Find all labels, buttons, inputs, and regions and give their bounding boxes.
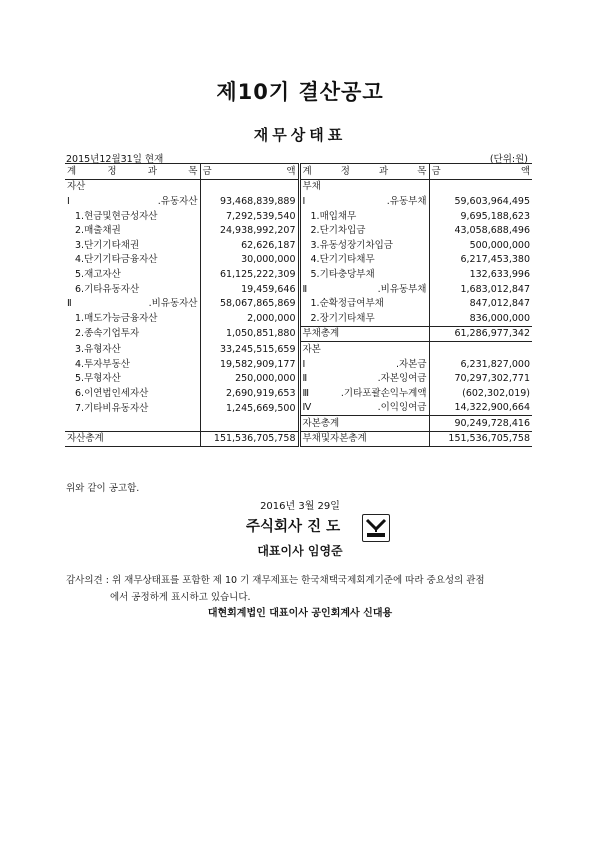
- left-account-cell: Ⅰ.유동자산: [67, 195, 198, 207]
- right-amount-cell: 6,231,827,000: [429, 357, 532, 372]
- right-account-cell: Ⅱ.자본잉여금: [299, 371, 429, 386]
- left-amount-cell: 7,292,539,540: [200, 209, 299, 224]
- table-row: [65, 386, 532, 401]
- left-account-cell: Ⅱ.비유동자산: [67, 298, 198, 310]
- right-account-cell: Ⅰ.유동부채: [299, 194, 429, 209]
- auditor-signature: 대현회계법인 대표이사 공인회계사 신대용: [207, 608, 393, 619]
- right-account-cell: 5.기타충당부채: [299, 267, 429, 282]
- right-account-cell: 4.단기기타채무: [299, 253, 429, 268]
- left-amount-cell: 19,582,909,177: [200, 357, 299, 372]
- table-row: [65, 267, 532, 282]
- left-account-cell: 6.이연법인세자산: [75, 387, 149, 399]
- table-row: [65, 253, 532, 268]
- table-row: [65, 431, 532, 447]
- table-row: [65, 209, 532, 224]
- ceo-name: 대표이사 임영준: [257, 544, 343, 558]
- right-amount-cell: 59,603,964,495: [429, 194, 532, 209]
- right-account-cell: 자본: [299, 342, 429, 357]
- right-amount-cell: 70,297,302,771: [429, 371, 532, 386]
- right-account-cell: 3.유동성장기차입금: [299, 238, 429, 253]
- header-right-amount-a: 금: [431, 165, 441, 177]
- right-amount-cell: 1,683,012,847: [429, 282, 532, 297]
- header-right-amount-b: 액: [520, 165, 530, 177]
- header-left-amount: [200, 164, 299, 180]
- left-amount-cell: 33,245,515,659: [200, 342, 299, 357]
- right-amount-cell: 132,633,996: [429, 267, 532, 282]
- right-account-cell: 부채총계: [299, 326, 429, 342]
- right-amount-cell: 151,536,705,758: [429, 431, 532, 447]
- right-account-cell: Ⅲ.기타포괄손익누계액: [299, 386, 429, 401]
- left-amount-cell: 250,000,000: [200, 371, 299, 386]
- left-amount-cell: 151,536,705,758: [200, 431, 299, 447]
- header-right-account: 계 정 과 목: [299, 164, 429, 180]
- left-amount-cell: 62,626,187: [200, 238, 299, 253]
- right-amount-cell: 9,695,188,623: [429, 209, 532, 224]
- right-amount-cell: 500,000,000: [429, 238, 532, 253]
- left-account-cell: 5.재고자산: [75, 268, 121, 280]
- left-account-cell: 6.기타유동자산: [75, 283, 140, 295]
- left-account-cell: 4.투자부동산: [75, 358, 130, 370]
- left-account-cell: 2.종속기업투자: [75, 328, 140, 340]
- left-account-cell: 7.기타비유동자산: [75, 402, 149, 414]
- left-amount-cell: 2,000,000: [200, 311, 299, 326]
- right-amount-cell: 836,000,000: [429, 311, 532, 326]
- table-row: [65, 357, 532, 372]
- right-amount-cell: [429, 342, 532, 357]
- left-amount-cell: 2,690,919,653: [200, 386, 299, 401]
- balance-sheet-table: [65, 163, 532, 447]
- table-row: [65, 326, 532, 342]
- as-of-date: 2015년12월31일 현재: [66, 154, 164, 165]
- left-amount-cell: 30,000,000: [200, 253, 299, 268]
- right-amount-cell: [429, 179, 532, 194]
- left-amount-cell: 24,938,992,207: [200, 223, 299, 238]
- page-title: 제10기 결산공고: [216, 80, 384, 104]
- right-account-cell: Ⅳ.이익잉여금: [299, 401, 429, 416]
- right-amount-cell: (602,302,019): [429, 386, 532, 401]
- right-account-cell: Ⅰ.자본금: [299, 357, 429, 372]
- right-account-cell: 2.장기기타채무: [299, 311, 429, 326]
- left-account-cell: 3.단기기타채권: [75, 239, 140, 251]
- document-subtitle: 재무상태표: [253, 126, 347, 144]
- table-header-row: [65, 164, 532, 180]
- header-left-amount-b: 액: [286, 165, 296, 177]
- left-account-cell: 1.매도가능금융자산: [75, 312, 158, 324]
- announcement-note: 위와 같이 공고함.: [66, 483, 140, 494]
- audit-opinion-line-2: 에서 공정하게 표시하고 있습니다.: [110, 592, 251, 603]
- left-account-cell: 자산총계: [65, 431, 200, 447]
- table-row: [65, 296, 532, 311]
- right-amount-cell: 847,012,847: [429, 296, 532, 311]
- table-row: [65, 238, 532, 253]
- header-left-account: 계 정 과 목: [65, 164, 200, 180]
- right-account-cell: 2.단기차입금: [299, 223, 429, 238]
- right-account-cell: 1.매입채무: [299, 209, 429, 224]
- table-row: [65, 401, 532, 416]
- company-name: 주식회사 진 도: [246, 519, 341, 535]
- company-logo-icon: [362, 514, 390, 542]
- table-row: [65, 371, 532, 386]
- left-amount-cell: 93,468,839,889: [200, 194, 299, 209]
- right-amount-cell: 43,058,688,496: [429, 223, 532, 238]
- left-account-cell: 2.매출채권: [75, 225, 121, 237]
- left-amount-cell: [200, 179, 299, 194]
- left-account-cell: 자산: [67, 181, 86, 193]
- left-amount-cell: 19,459,646: [200, 282, 299, 297]
- left-account-cell: 4.단기기타금융자산: [75, 254, 158, 266]
- table-row: [65, 416, 532, 432]
- right-amount-cell: 6,217,453,380: [429, 253, 532, 268]
- left-account-cell: 5.무형자산: [75, 373, 121, 385]
- unit-label: (단위:원): [489, 154, 528, 165]
- left-account-cell: [65, 416, 200, 432]
- left-amount-cell: [200, 416, 299, 432]
- table-row: [65, 282, 532, 297]
- table-row: [65, 194, 532, 209]
- announcement-date: 2016년 3월 29일: [260, 501, 340, 512]
- header-left-amount-a: 금: [202, 165, 212, 177]
- table-row: [65, 223, 532, 238]
- left-account-cell: 3.유형자산: [75, 343, 121, 355]
- audit-opinion-line-1: 감사의견 : 위 재무상태표를 포함한 제 10 기 재무제표는 한국채택국제회계기준에 따라 중요성의 관점: [66, 575, 485, 586]
- right-amount-cell: 14,322,900,664: [429, 401, 532, 416]
- table-row: [65, 179, 532, 194]
- header-right-amount: [429, 164, 532, 180]
- left-amount-cell: 61,125,222,309: [200, 267, 299, 282]
- left-amount-cell: 1,245,669,500: [200, 401, 299, 416]
- right-account-cell: 1.순확정급여부채: [299, 296, 429, 311]
- right-amount-cell: 90,249,728,416: [429, 416, 532, 432]
- table-row: [65, 311, 532, 326]
- right-amount-cell: 61,286,977,342: [429, 326, 532, 342]
- left-amount-cell: 58,067,865,869: [200, 296, 299, 311]
- left-amount-cell: 1,050,851,880: [200, 326, 299, 342]
- right-account-cell: 자본총계: [299, 416, 429, 432]
- table-row: [65, 342, 532, 357]
- left-account-cell: 1.현금및현금성자산: [75, 210, 158, 222]
- right-account-cell: 부채: [299, 179, 429, 194]
- right-account-cell: 부채및자본총계: [299, 431, 429, 447]
- right-account-cell: Ⅱ.비유동부채: [299, 282, 429, 297]
